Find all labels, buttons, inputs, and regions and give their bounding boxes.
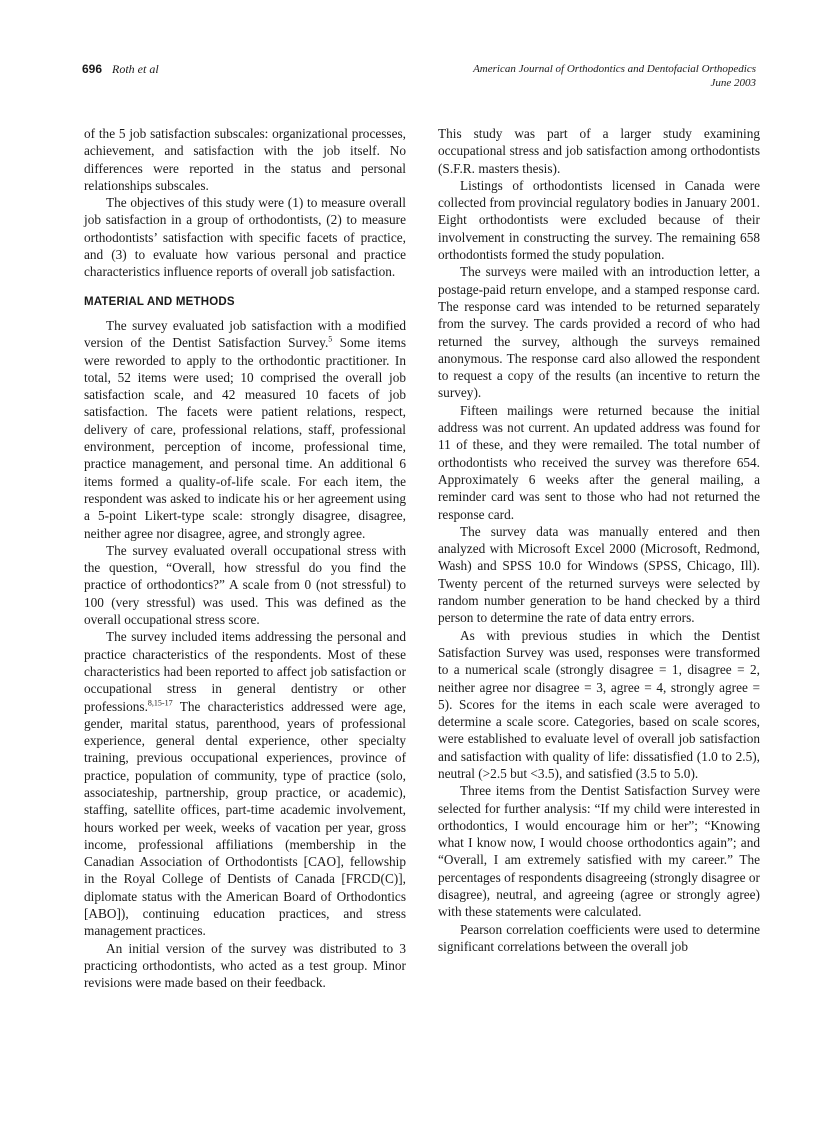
paragraph: Listings of orthodontists licensed in Canada were collected from provincial regulatory bodies in January 2001. Eight orthodontists were excluded because of their involvement in constructing the survey. The remaining 658 orthodontists formed the study population. [438,177,760,263]
citation: 8,15-17 [147,698,173,708]
paragraph: Fifteen mailings were returned because the initial address was not current. An updated address was found for 11 of these, and they were remailed. The total number of orthodontists who received the survey was therefore 654. Approximately 6 weeks after the general mailing, a reminder card was sent to those who had not returned the response card. [438,402,760,522]
paragraph: of the 5 job satisfaction subscales: organizational processes, achievement, and satisfaction with the job itself. No differences were reported in the status and personal relationships subscales. [84,126,406,193]
paragraph [84,628,406,939]
issue-date: June 2003 [710,77,756,89]
running-authors: Roth et al [112,62,159,76]
page-number: 696 [82,62,103,76]
text-run: The characteristics addressed were age, gender, marital status, parenthood, years of professional experience, general dental experience, other specialty training, previous occupational experiences, province of practice, population of community, type of practice (solo, associateship, partnership, group practice, or academic), staffing, satellite offices, part-time academic involvement, hours worked per week, weeks of vacation per year, gross income, professional affiliations (membership in the Canadian Association of Orthodontists [CAO], fellowship in the Royal College of Dentists of Canada [FRCD(C)], diplomate status with the American Board of Orthodontics [ABO]), continuing education practices, and stress management practices. [84,698,406,939]
paragraph: Pearson correlation coefficients were used to determine significant correlations between the overall job [438,921,760,954]
paragraph: Three items from the Dentist Satisfaction Survey were selected for further analysis: “If my child were interested in orthodontics, I would encourage him or her”; “Knowing what I know now, I would choose orthodontics again”; and “Overall, I am extremely satisfied with my career.” The percentages of respondents disagreeing (strongly disagree or disagree), neutral, and agreeing (agree or strongly agree) with these statements were calculated. [438,783,760,920]
journal-title: American Journal of Orthodontics and Dentofacial Orthopedics [473,63,756,75]
citation: 5 [328,334,333,344]
journal-info [473,62,756,90]
paragraph: An initial version of the survey was distributed to 3 practicing orthodontists, who acted as a test group. Minor revisions were made based on their feedback. [84,940,406,991]
text-run: The survey evaluated job satisfaction with a modified version of the Dentist Satisfaction Survey. [84,317,406,351]
paragraph: As with previous studies in which the Dentist Satisfaction Survey was used, responses were transformed to a numerical scale (strongly disagree = 1, disagree = 2, neither agree nor disagree = 3, agree = 4, strongly agree = 5). Scores for the items in each scale were averaged to determine a scale score. Categories, based on scale scores, were established to evaluate level of overall job satisfaction and satisfaction with quality of life: dissatisfied (1.0 to 2.5), neutral (>2.5 but <3.5), and satisfied (3.5 to 5.0). [438,627,760,781]
paragraph: This study was part of a larger study examining occupational stress and job satisfaction among orthodontists (S.F.R. masters thesis). [438,126,760,176]
paragraph [84,317,406,542]
text-run: Some items were reworded to apply to the orthodontic practitioner. In total, 52 items were used; 10 comprised the overall job satisfaction scale, and 42 measured 10 facets of job satisfaction. The facets were patient relations, respect, delivery of care, professional relations, staff, professional environment, perception of income, professional time, practice management, and personal time. An additional 6 items formed a quality-of-life scale. For each item, the respondent was asked to indicate his or her agreement using a 5-point Likert-type scale: strongly disagree, disagree, neither agree nor disagree, agree, and strongly agree. [84,335,406,541]
paragraph: The survey evaluated overall occupational stress with the question, “Overall, how stressful do you find the practice of orthodontics?” A scale from 0 (not stressful) to 100 (very stressful) was used. This was defined as the overall occupational stress score. [84,542,406,628]
running-header [82,62,756,94]
paragraph-objectives: The objectives of this study were (1) to measure overall job satisfaction in a group of orthodontists, (2) to measure orthodontists’ satisfaction with specific facets of practice, and (3) to evaluate how various personal and practice characteristics influence reports of overall job satisfaction. [84,195,406,280]
left-column [84,125,406,992]
paragraph: The surveys were mailed with an introduction letter, a postage-paid return envelope, and a stamped response card. The response card was intended to be returned separately from the survey. The cards provided a record of who had returned the survey, although the surveys remained anonymous. The response card also allowed the respondent to request a copy of the results (an incentive to return the survey). [438,264,760,401]
paragraph: The survey data was manually entered and then analyzed with Microsoft Excel 2000 (Microsoft, Redmond, Wash) and SPSS 10.0 for Windows (SPSS, Chicago, Ill). Twenty percent of the returned surveys were selected by random number generation to be hand checked by a third person to determine the rate of data entry errors. [438,523,760,626]
text-run: The survey included items addressing the personal and practice characteristics of the respondents. Most of these characteristics had been reported to affect job satisfaction or occupational stress in general dentistry or other professions. [84,629,406,714]
right-column [438,125,760,955]
section-heading: MATERIAL AND METHODS [84,295,235,308]
